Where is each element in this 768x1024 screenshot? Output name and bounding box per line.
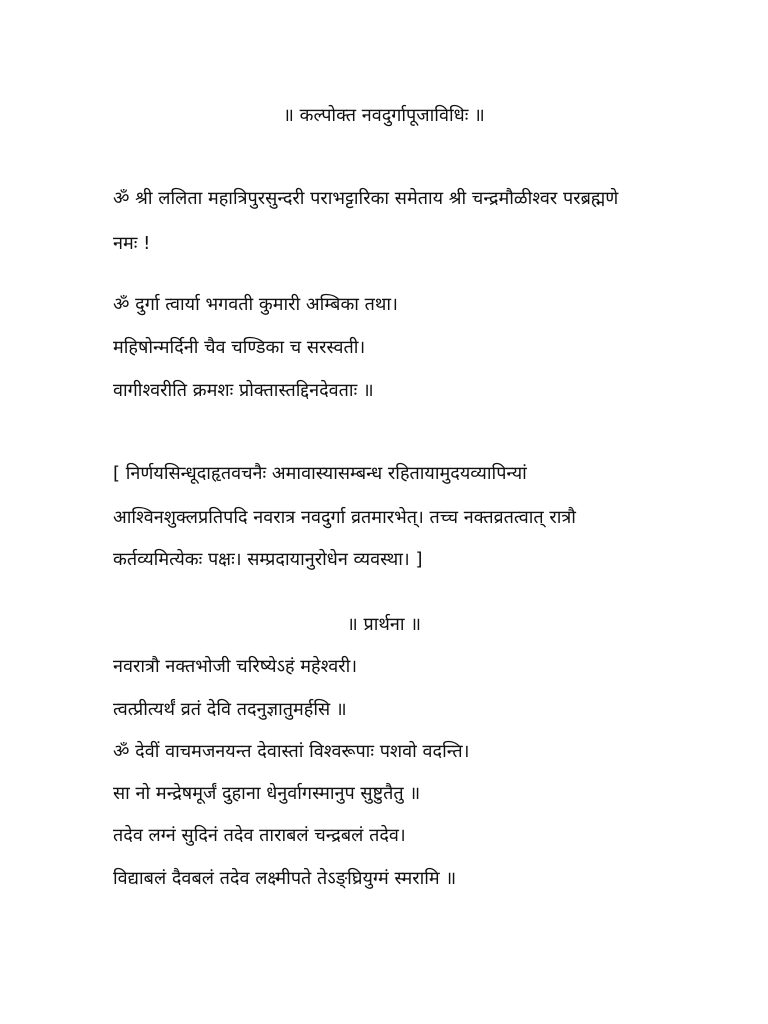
prayer-line: तदेव लग्नं सुदिनं तदेव ताराबलं चन्द्रबलं तदेव। xyxy=(113,825,406,846)
note-line: कर्तव्यमित्येकः पक्षः। सम्प्रदायानुरोधेन व्यवस्था। ] xyxy=(113,549,423,570)
prayer-line: नवरात्रौ नक्तभोजी चरिष्येऽहं महेश्वरी। xyxy=(113,656,358,677)
verse-line: महिषोन्मर्दिनी चैव चण्डिका च सरस्वती। xyxy=(113,337,366,358)
dedication-line: ॐ श्री ललिता महात्रिपुरसुन्दरी पराभट्टारिका समेताय श्री चन्द्रमौळीश्वर परब्रह्मणे xyxy=(113,188,619,209)
prayer-heading: ॥ प्रार्थना ॥ xyxy=(346,614,422,635)
prayer-line: ॐ देवीं वाचमजनयन्त देवास्तां विश्वरूपाः पशवो वदन्ति। xyxy=(113,741,470,762)
prayer-line: विद्याबलं दैवबलं तदेव लक्ष्मीपते तेऽङ्घ्रियुग्मं स्मरामि ॥ xyxy=(113,868,457,889)
note-line: आश्विनशुक्लप्रतिपदि नवरात्र नवदुर्गा व्रतमारभेत्। तच्च नक्तव्रतत्वात् रात्रौ xyxy=(113,507,576,528)
page-title: ॥ कल्पोक्त नवदुर्गापूजाविधिः ॥ xyxy=(283,105,485,126)
verse-line: वागीश्वरीति क्रमशः प्रोक्तास्तद्दिनदेवताः ॥ xyxy=(113,380,374,401)
note-line: [ निर्णयसिन्धूदाहृतवचनैः अमावास्यासम्बन्ध रहितायामुदयव्यापिन्यां xyxy=(113,463,527,484)
dedication-line: नमः ! xyxy=(113,233,151,254)
prayer-line: सा नो मन्द्रेषमूर्जं दुहाना धेनुर्वागस्मानुप सुष्टुतैतु ॥ xyxy=(113,783,421,804)
verse-line: ॐ दुर्गा त्वार्या भगवती कुमारी अम्बिका तथा। xyxy=(113,294,398,315)
prayer-line: त्वत्प्रीत्यर्थं व्रतं देवि तदनुज्ञातुमर्हसि ॥ xyxy=(113,699,347,720)
